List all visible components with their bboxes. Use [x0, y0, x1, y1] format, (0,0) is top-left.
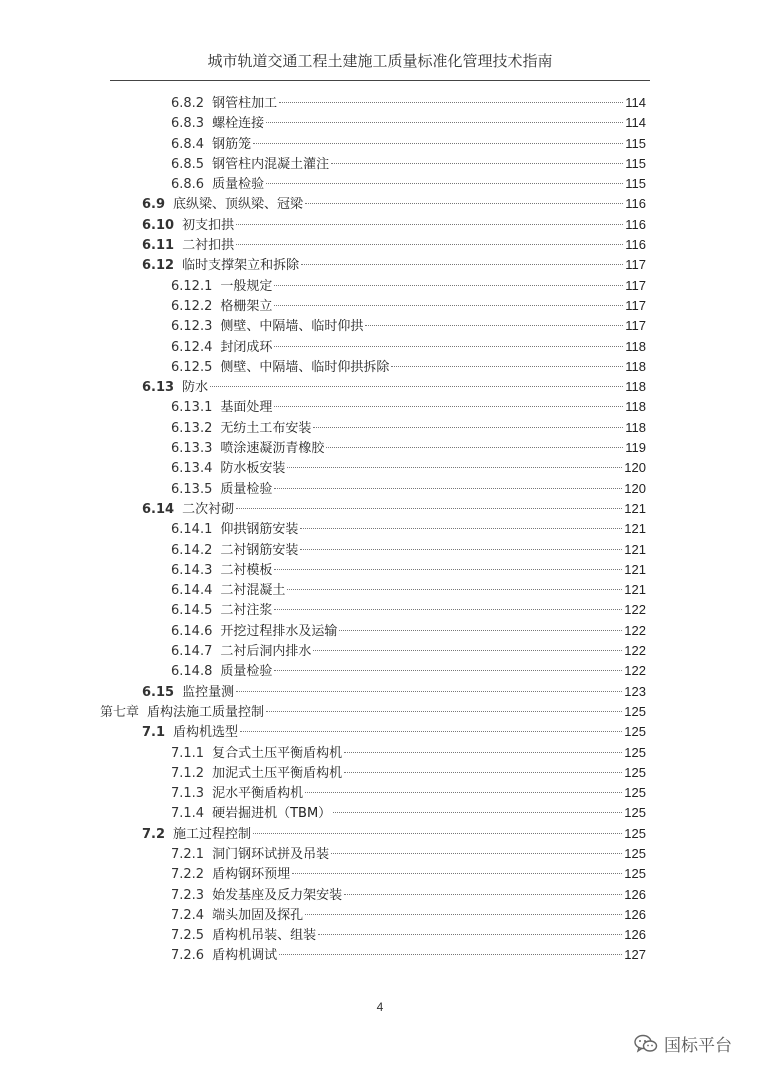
toc-entry-number: 6.14 [142, 501, 175, 517]
toc-entry-page: 118 [625, 379, 646, 395]
toc-entry[interactable] [100, 682, 646, 702]
toc-entry-number: 6.12.2 [171, 298, 213, 314]
toc-entry-number: 7.2.1 [171, 846, 205, 862]
toc-entry-page: 115 [625, 155, 646, 171]
toc-entry-page: 125 [624, 724, 646, 740]
toc-entry[interactable] [100, 722, 646, 742]
toc-entry-page: 115 [625, 135, 646, 151]
toc-entry-title: 侧壁、中隔墙、临时仰拱拆除 [220, 359, 390, 375]
toc-entry-page: 121 [624, 521, 646, 537]
toc-entry-number: 7.2.4 [171, 907, 205, 923]
toc-dot-leader [274, 609, 622, 610]
toc-dot-leader [236, 691, 622, 692]
toc-entry[interactable] [100, 519, 646, 539]
toc-entry[interactable] [100, 945, 646, 965]
toc-dot-leader [274, 569, 622, 570]
page-header-title: 城市轨道交通工程土建施工质量标准化管理技术指南 [207, 52, 553, 70]
toc-entry-page: 120 [624, 480, 646, 496]
toc-entry-number: 6.14.7 [171, 644, 213, 660]
toc-entry[interactable] [100, 702, 646, 722]
toc-entry[interactable] [100, 885, 646, 905]
toc-dot-leader [274, 488, 622, 489]
toc-dot-leader [253, 143, 623, 144]
toc-entry-page: 126 [624, 886, 646, 902]
toc-entry-page: 122 [624, 602, 646, 618]
toc-entry-number: 7.2 [142, 826, 166, 842]
toc-entry-title: 初支扣拱 [182, 217, 235, 233]
toc-entry-title: 二衬后洞内排水 [220, 644, 312, 660]
toc-entry[interactable] [100, 824, 646, 844]
toc-entry-title: 二衬扣拱 [182, 238, 235, 254]
toc-entry-title: 盾构钢环预埋 [212, 867, 291, 883]
toc-entry-number: 6.14.8 [171, 664, 213, 680]
toc-entry-title: 复合式土压平衡盾构机 [212, 745, 343, 761]
toc-entry-page: 118 [625, 358, 646, 374]
toc-entry-title: 临时支撑架立和拆除 [182, 258, 300, 274]
toc-entry-page: 125 [624, 805, 646, 821]
toc-dot-leader [318, 934, 622, 935]
toc-entry[interactable] [100, 763, 646, 783]
toc-entry-title: 监控量测 [182, 684, 235, 700]
toc-dot-leader [266, 122, 623, 123]
toc-entry[interactable] [100, 864, 646, 884]
toc-entry-page: 116 [625, 237, 646, 253]
toc-dot-leader [287, 467, 622, 468]
toc-entry[interactable] [100, 641, 646, 661]
toc-entry-page: 127 [624, 947, 646, 963]
toc-entry[interactable] [100, 905, 646, 925]
toc-entry-number: 6.15 [142, 684, 175, 700]
toc-entry[interactable] [100, 215, 646, 235]
toc-entry-title: 端头加固及探孔 [212, 907, 304, 923]
toc-entry-number: 6.12.4 [171, 339, 213, 355]
toc-entry-number: 6.14.4 [171, 583, 213, 599]
toc-entry-number: 7.1.1 [171, 745, 205, 761]
toc-dot-leader [236, 224, 623, 225]
toc-entry-title: 二衬混凝土 [220, 583, 286, 599]
toc-entry-page: 121 [624, 500, 646, 516]
toc-dot-leader [274, 406, 623, 407]
toc-entry[interactable] [100, 540, 646, 560]
toc-entry-title: 二衬模板 [220, 562, 273, 578]
toc-entry[interactable] [100, 134, 646, 154]
toc-entry[interactable] [100, 783, 646, 803]
toc-dot-leader [253, 833, 622, 834]
toc-entry[interactable] [100, 316, 646, 336]
toc-entry-number: 6.14.5 [171, 603, 213, 619]
toc-entry-title: 仰拱钢筋安装 [220, 522, 299, 538]
toc-entry-page: 121 [624, 561, 646, 577]
toc-entry-number: 6.13.2 [171, 420, 213, 436]
toc-entry-number: 6.12 [142, 258, 175, 274]
toc-dot-leader [344, 894, 622, 895]
toc-entry[interactable] [100, 174, 646, 194]
toc-entry[interactable] [100, 803, 646, 823]
toc-entry-number: 6.10 [142, 217, 175, 233]
toc-dot-leader [305, 914, 622, 915]
page-number: 4 [376, 1000, 384, 1014]
toc-entry-title: 质量检验 [220, 481, 273, 497]
toc-entry[interactable] [100, 458, 646, 478]
toc-entry-title: 二衬钢筋安装 [220, 542, 299, 558]
toc-entry-page: 125 [624, 785, 646, 801]
toc-entry[interactable] [100, 113, 646, 133]
toc-entry-page: 118 [625, 419, 646, 435]
toc-entry-title: 喷涂速凝沥青橡胶 [220, 441, 325, 457]
toc-dot-leader [274, 670, 622, 671]
toc-entry-title: 基面处理 [220, 400, 273, 416]
toc-entry[interactable] [100, 255, 646, 275]
toc-entry[interactable] [100, 377, 646, 397]
toc-dot-leader [300, 528, 622, 529]
toc-entry-page: 125 [624, 744, 646, 760]
toc-dot-leader [292, 873, 622, 874]
toc-entry[interactable] [100, 418, 646, 438]
toc-entry-number: 6.14.3 [171, 562, 213, 578]
toc-entry[interactable] [100, 580, 646, 600]
toc-entry-number: 7.1 [142, 725, 166, 741]
toc-entry[interactable] [100, 925, 646, 945]
toc-entry-number: 6.13.4 [171, 461, 213, 477]
toc-entry-number: 7.2.3 [171, 887, 205, 903]
toc-entry-number: 6.9 [142, 197, 166, 213]
toc-entry[interactable] [100, 560, 646, 580]
toc-entry-title: 钢筋笼 [212, 136, 252, 152]
toc-dot-leader [274, 285, 623, 286]
toc-entry-title: 侧壁、中隔墙、临时仰拱 [220, 319, 364, 335]
toc-dot-leader [344, 772, 622, 773]
toc-entry-title: 泥水平衡盾构机 [212, 786, 304, 802]
toc-entry-page: 122 [624, 663, 646, 679]
toc-entry-title: 施工过程控制 [173, 826, 252, 842]
toc-entry-title: 封闭成环 [220, 339, 273, 355]
toc-dot-leader [305, 792, 622, 793]
toc-entry-number: 6.8.6 [171, 177, 205, 193]
toc-entry[interactable] [100, 600, 646, 620]
watermark-text: 国标平台 [664, 1036, 732, 1056]
toc-entry-number: 6.13.1 [171, 400, 213, 416]
toc-entry-title: 盾构机吊装、组装 [212, 928, 317, 944]
toc-dot-leader [331, 853, 622, 854]
toc-entry-number: 6.8.2 [171, 96, 205, 111]
toc-dot-leader [339, 630, 622, 631]
toc-entry-page: 117 [625, 257, 646, 273]
toc-entry-number: 6.12.1 [171, 278, 213, 294]
toc-entry-number: 6.13.5 [171, 481, 213, 497]
wechat-icon [634, 1034, 658, 1054]
toc-entry-title: 一般规定 [220, 278, 273, 294]
toc-entry[interactable] [100, 296, 646, 316]
toc-dot-leader [266, 183, 623, 184]
toc-entry-title: 无纺土工布安装 [220, 420, 312, 436]
toc-entry-page: 125 [624, 825, 646, 841]
toc-entry-number: 7.2.6 [171, 948, 205, 964]
toc-entry-title: 防水 [182, 380, 209, 396]
toc-entry[interactable] [100, 661, 646, 681]
toc-entry-title: 盾构机选型 [173, 725, 239, 741]
toc-dot-leader [391, 366, 623, 367]
toc-entry-title: 格栅架立 [220, 298, 273, 314]
watermark [634, 1031, 732, 1056]
toc-dot-leader [279, 954, 622, 955]
toc-dot-leader [331, 163, 623, 164]
toc-entry-number: 6.14.6 [171, 623, 213, 639]
toc-entry-page: 122 [624, 622, 646, 638]
toc-entry-number: 7.2.5 [171, 928, 205, 944]
toc-entry-number: 第七章 [100, 704, 140, 720]
toc-dot-leader [365, 325, 623, 326]
toc-entry-number: 6.8.5 [171, 156, 205, 172]
toc-entry-page: 120 [624, 460, 646, 476]
toc-entry-page: 117 [625, 297, 646, 313]
toc-entry-title: 二次衬砌 [182, 501, 235, 517]
toc-entry-page: 126 [624, 927, 646, 943]
toc-dot-leader [333, 812, 622, 813]
toc-entry-page: 125 [624, 845, 646, 861]
toc-entry-number: 6.11 [142, 238, 175, 254]
toc-entry[interactable] [100, 93, 646, 113]
toc-entry-page: 119 [625, 440, 646, 456]
toc-entry-number: 6.8.4 [171, 136, 205, 152]
toc-entry-title: 钢管柱内混凝土灌注 [212, 156, 330, 172]
toc-entry-page: 122 [624, 643, 646, 659]
toc-entry-page: 117 [625, 277, 646, 293]
toc-entry[interactable] [100, 743, 646, 763]
toc-entry-title: 洞门钢环试拼及吊装 [212, 846, 330, 862]
toc-entry-page: 114 [625, 95, 646, 110]
toc-entry-title: 螺栓连接 [212, 116, 265, 132]
toc-dot-leader [279, 102, 623, 103]
toc-entry-number: 6.12.5 [171, 359, 213, 375]
toc-entry[interactable] [100, 235, 646, 255]
toc-entry-page: 126 [624, 906, 646, 922]
toc-entry-title: 始发基座及反力架安装 [212, 887, 343, 903]
toc-entry-page: 121 [624, 582, 646, 598]
toc-entry-number: 6.13 [142, 380, 175, 396]
toc-entry[interactable] [100, 276, 646, 296]
toc-entry-page: 116 [625, 216, 646, 232]
toc-entry-title: 盾构机调试 [212, 948, 278, 964]
toc-dot-leader [301, 264, 623, 265]
toc-entry-number: 6.12.3 [171, 319, 213, 335]
toc-entry[interactable] [100, 621, 646, 641]
toc-entry-number: 6.14.2 [171, 542, 213, 558]
toc-entry-title: 钢管柱加工 [212, 96, 278, 111]
toc-dot-leader [274, 305, 623, 306]
table-of-contents [100, 93, 646, 966]
toc-entry[interactable] [100, 154, 646, 174]
toc-entry-number: 6.8.3 [171, 116, 205, 132]
toc-entry-page: 114 [625, 115, 646, 131]
toc-entry-page: 118 [625, 338, 646, 354]
toc-dot-leader [210, 386, 623, 387]
toc-entry-page: 125 [624, 866, 646, 882]
toc-entry[interactable] [100, 194, 646, 214]
toc-dot-leader [313, 650, 622, 651]
toc-entry-page: 123 [624, 683, 646, 699]
toc-dot-leader [236, 244, 623, 245]
toc-entry-page: 117 [625, 318, 646, 334]
toc-entry[interactable] [100, 479, 646, 499]
toc-entry-title: 盾构法施工质量控制 [147, 704, 265, 720]
toc-dot-leader [266, 711, 622, 712]
toc-entry-title: 加泥式土压平衡盾构机 [212, 765, 343, 781]
toc-entry-page: 118 [625, 399, 646, 415]
toc-entry-title: 硬岩掘进机（TBM） [212, 806, 332, 822]
toc-entry-page: 115 [625, 176, 646, 192]
toc-entry-number: 7.1.2 [171, 765, 205, 781]
toc-dot-leader [287, 589, 622, 590]
page-header [110, 50, 650, 81]
toc-entry-number: 7.1.3 [171, 786, 205, 802]
toc-dot-leader [240, 731, 622, 732]
toc-dot-leader [344, 752, 622, 753]
toc-dot-leader [326, 447, 623, 448]
toc-dot-leader [274, 346, 623, 347]
toc-entry-page: 125 [624, 764, 646, 780]
toc-dot-leader [305, 203, 623, 204]
toc-entry[interactable] [100, 844, 646, 864]
toc-entry-page: 121 [624, 541, 646, 557]
toc-entry-number: 6.13.3 [171, 441, 213, 457]
toc-entry[interactable] [100, 337, 646, 357]
toc-entry-page: 116 [625, 196, 646, 212]
toc-entry-page: 125 [624, 703, 646, 719]
toc-dot-leader [313, 427, 623, 428]
toc-entry[interactable] [100, 438, 646, 458]
toc-dot-leader [300, 549, 622, 550]
toc-entry[interactable] [100, 397, 646, 417]
toc-entry-title: 开挖过程排水及运输 [220, 623, 338, 639]
toc-entry-number: 7.2.2 [171, 867, 205, 883]
toc-entry[interactable] [100, 499, 646, 519]
toc-entry-title: 质量检验 [212, 177, 265, 193]
toc-entry-number: 6.14.1 [171, 522, 213, 538]
toc-entry-title: 底纵梁、顶纵梁、冠梁 [173, 197, 304, 213]
toc-entry-title: 质量检验 [220, 664, 273, 680]
toc-entry-title: 二衬注浆 [220, 603, 273, 619]
toc-entry-title: 防水板安装 [220, 461, 286, 477]
toc-dot-leader [236, 508, 622, 509]
toc-entry[interactable] [100, 357, 646, 377]
toc-entry-number: 7.1.4 [171, 806, 205, 822]
